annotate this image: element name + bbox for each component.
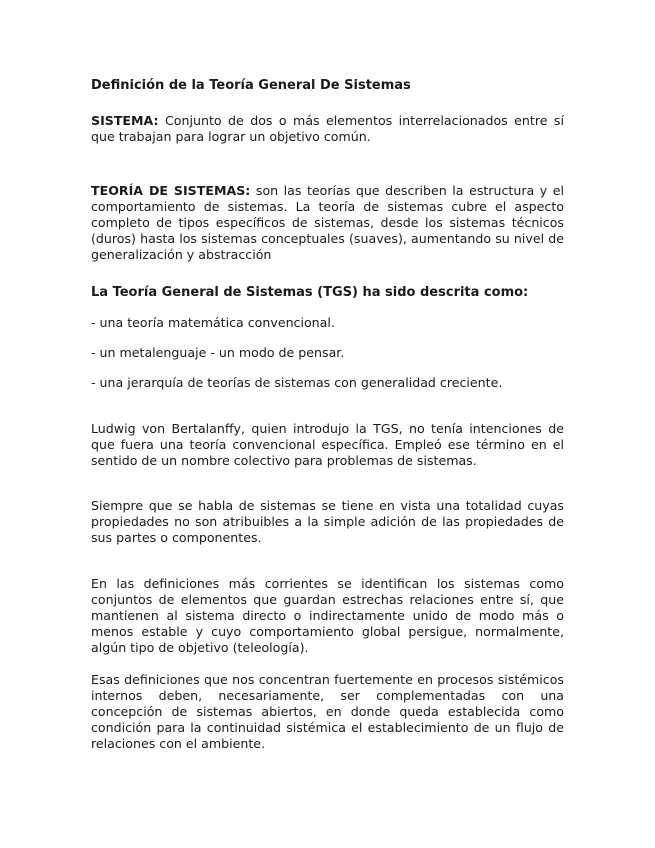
tgs-heading: La Teoría General de Sistemas (TGS) ha sido descrita como: [91,285,529,300]
bertalanffy-paragraph: Ludwig von Bertalanffy, quien introdujo la TGS, no tenía intenciones de que fuera una teoría convencional específica. Empleó ese término en el sentido de un nombre colectivo para problemas de sistemas. [91,421,564,468]
document-title: Definición de la Teoría General De Sistemas [91,78,411,93]
sistema-definition-paragraph [91,113,564,145]
sistemas-abiertos-paragraph: Esas definiciones que nos concentran fuertemente en procesos sistémicos internos deben, necesariamente, ser complementadas con una concepción de sistemas abiertos, en donde queda establecida como condición para la continuidad sistémica el establecimiento de un flujo de relaciones con el ambiente. [91,672,564,751]
definiciones-paragraph: En las definiciones más corrientes se identifican los sistemas como conjuntos de elementos que guardan estrechas relaciones entre sí, que mantienen al sistema directo o indirectamente unido de modo más o menos estable y cuyo comportamiento global persigue, normalmente, algún tipo de objetivo (teleología). [91,576,564,655]
tgs-list-item: - una jerarquía de teorías de sistemas con generalidad creciente. [91,375,503,390]
teoria-definition-text: son las teorías que describen la estructura y el comportamiento de sistemas. La teoría de sistemas cubre el aspecto completo de tipos específicos de sistemas, desde los sistemas técnicos (duros) hasta los sistemas conceptuales (suaves), aumentando su nivel de generalización y abstracción [91,183,564,262]
teoria-term: TEORÍA DE SISTEMAS: [91,183,251,198]
tgs-list-item: - una teoría matemática convencional. [91,315,335,330]
sistema-term: SISTEMA: [91,113,159,128]
totalidad-paragraph: Siempre que se habla de sistemas se tiene en vista una totalidad cuyas propiedades no son atribuibles a la simple adición de las propiedades de sus partes o componentes. [91,498,564,545]
sistema-definition-text: Conjunto de dos o más elementos interrelacionados entre sí que trabajan para lograr un objetivo común. [91,113,564,144]
document-page [91,78,564,752]
teoria-definition-paragraph [91,183,564,263]
tgs-list-item: - un metalenguaje - un modo de pensar. [91,345,345,360]
